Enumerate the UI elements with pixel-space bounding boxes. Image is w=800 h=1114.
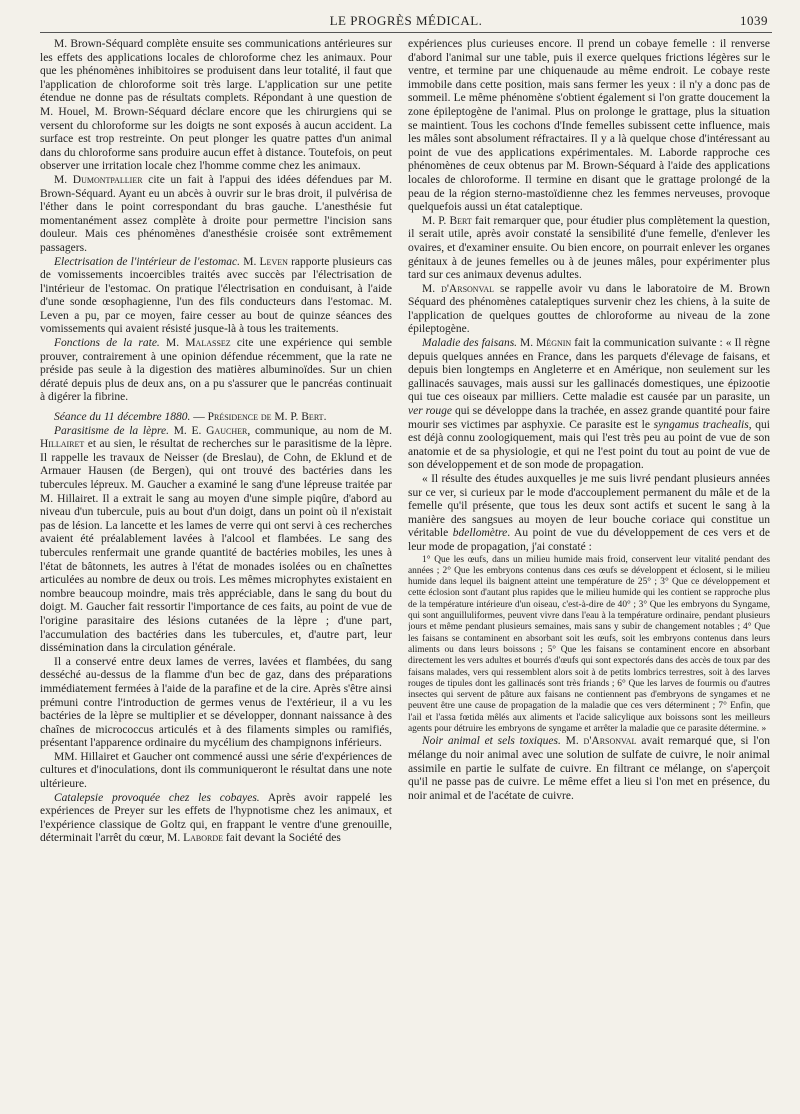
italic-term: ver rouge — [408, 405, 453, 418]
speaker-name: M. P. Bert — [422, 214, 472, 227]
paragraph — [40, 337, 392, 405]
paragraph-text: fait remarquer que, pour étudier plus complètement la question, il serait utile, après avoir constaté la sensibilité d'une femelle, d'enlever les ovaires, et d'examiner ensuite. Ou bien encore, on pourrait enlever les organes génitaux à de jeunes femelles ou à de jeunes mâles, pour expérimenter plus tard sur ces animaux devenus adultes. — [408, 214, 770, 282]
speaker-name: M. Dumontpallier — [54, 173, 143, 186]
paragraph-text: . Au point de vue du développement de ces vers et de leur mode de propagation, j'ai constaté : — [408, 527, 770, 553]
paragraph — [408, 735, 770, 803]
paragraph: M. Brown-Séquard complète ensuite ses communications antérieures sur les effets des applications locales de chloroforme chez les animaux. Pour que les phénomènes inhibitoires se produisent dans leur totalité, il faut que l'application de chloroforme soit très large. L'application sur une petite étendue ne donne pas de résultats complets. Répondant à une question de M. Houel, M. Brown-Séquard déclare encore que les chirurgiens qui se versent du chloroforme sur les doigts ne sont exposés à aucun accident. La surface est trop restreinte. On peut plonger les quatre pattes d'un animal dans du chloroforme sans produire aucun effet à distance. Toutefois, on peut observer une irritation locale chez l'homme comme chez les animaux. — [40, 38, 392, 173]
paragraph — [40, 174, 392, 256]
section-title: Fonctions de la rate. — [54, 337, 160, 350]
paragraph-text: et au sien, le résultat de recherches sur le parasitisme de la lèpre. Il rappelle les travaux de Neisser (de Breslau), de Cohn, de Eklund et de Armauer Hausen (de Bergen), qui ont trouvé des bactéries dans les tubercules lépreux. M. Gaucher a examiné le sang d'une lépreuse traitée par M. Hillairet. Il a extrait le sang au moyen d'une simple piqûre, d'abord au niveau d'un tubercule, puis au bout d'un doigt, dans un point où il n'existait pas de lésion. La lancette et les lames de verre qui ont servi à ces recherches avaient été préalablement lavées à l'alcool et flambées. Le sang des tubercules renfermait une grande quantité de bactéries mobiles, les unes à l'état de bâtonnets, les autres à l'état de monades isolées ou en chaînettes articulées au nombre de deux ou trois. Les mêmes microphytes existaient en nombre beaucoup moindre, mais très appréciable, dans le sang du bout du doigt. M. Gaucher fait ressortir l'importance de ces faits, au point de vue de l'origine parasitaire des lésions cutanées de la lèpre ; d'une part, l'accumulation des bactéries dans les tubercules, et, d'autre part, leur dissémination dans la circulation générale. — [40, 438, 392, 655]
paragraph-text: avait remarqué que, si l'on mélange du noir animal avec une solution de sulfate de cuivre, le noir animal assimile en partie le sulfate de cuivre. En filtrant ce mélange, on s'aperçoit qu'il ne passe pas de cuivre. Le même effet a lieu si l'on met en présence, du noir animal et de l'acétate de cuivre. — [408, 735, 770, 802]
paragraph-text: , qui est déjà connu zoologiquement, mais qui l'est très peu au point de vue de son anatomie et de sa physiologie, et qui ne l'est point du tout au point de vue de son développement et de son mode de propagation. — [408, 418, 770, 472]
paragraph-text: fait devant la Société des — [223, 832, 341, 845]
paragraph: expériences plus curieuses encore. Il prend un cobaye femelle : il renverse d'abord l'animal sur une table, puis il exerce quelques frictions légères sur le ventre, et termine par une chiquenaude au même endroit. Le cobaye reste immobile dans cette position, mais sans fermer les yeux : il n'y a donc pas de sommeil. Le même phénomène s'obtient également si l'on gratte doucement la zone épileptogène de l'animal. Plus on prolonge le grattage, plus la situation se maintient. Tous les cochons d'Inde femelles subissent cette influence, mais les mâles sont absolument réfractaires. Il y a là quelque chose d'intéressant au point de vue des applications expérimentales. M. Laborde rapproche ces phénomènes de ceux obtenus par M. Brown-Séquard à l'aide des applications locales de chloroforme. Il termine en disant que le grattage prolongé de la peau de la région sterno-mastoïdienne chez les femmes nerveuses, provoque quelquefois aussi un état cataleptique. — [408, 38, 770, 214]
section-title: Parasitisme de la lèpre. — [54, 424, 169, 437]
paragraph-text: cite un fait à l'appui des idées défendues par M. Brown-Séquard. Ayant eu un abcès à ouvrir sur le bras droit, il pulvérisa de l'éther dans le point correspondant du bras gauche. L'anesthésie fut momentanément assez complète à droite pour permettre l'incision sans douleur. Mais ces phénomènes d'anesthésie croisée sont extrêmement passagers. — [40, 173, 392, 254]
paragraph-text: qui se développe dans la trachée, en assez grande quantité pour faire mourir ses victimes par asphyxie. Ce parasite est le — [408, 405, 770, 431]
paragraph-text: « Il résulte des études auxquelles je me suis livré pendant plusieurs années sur ce ver, si curieux par le mode d'accouplement permanent du mâle et de la femelle qu'il présente, que tous les deux sont actifs et sucent le sang à la manière des sangsues au moyen de leur bouche coriace qui constitue un véritable — [408, 473, 770, 540]
paragraph-text: rapporte plusieurs cas de vomissements incoercibles traités avec succès par l'électrisation de l'intérieur de l'estomac. On pratique l'électrisation en conduisant, à l'aide d'une sonde œsophagienne, l'un des fils conducteurs dans l'estomac. M. Leven a pu, par ce moyen, faire cesser au bout de quinze séances des vomissements qui avaient résisté jusque-là à tous les traitements. — [40, 255, 392, 336]
findings-list: 1° Que les œufs, dans un milieu humide mais froid, conservent leur vitalité pendant des années ; 2° Que les embryons contenus dans ces œufs se développent et éclosent, si le milieu humide dans lequel ils baignent atteint une température de 25° ; 3° Que ce développement et cette éclosion sont d'autant plus rapides que le milieu humide qui les contient se rapproche plus de la température intérieure d'un oiseau, c'est-à-dire de 40° ; 3° Que les embryons du Syngame, qui sont anguilluliformes, peuvent vivre dans l'eau à la température ordinaire, pendant plusieurs jours et même pendant plusieurs semaines, mais sans y subir de changement notables ; 4° Que les faisans se contaminent en absorbant soit les œufs, soit les embryons contenus dans leurs aliments ou dans leurs boissons ; 5° Que les faisans se contaminent encore en absorbant directement les vers adultes et bourrés d'œufs qui sont expectorés dans des accès de toux par des faisans malades, vers qui ressemblent alors soit à de petits lombrics terrestres, soit à des larves rouges de tipules dont les gallinacés sont très friands ; 6° Que les larves de fourmis ou d'autres insectes qui servent de pâture aux faisans ne contiennent pas d'embryons de syngames et ne peuvent être une cause de propagation de la maladie que ces vers déterminent ; 7° Enfin, que l'ail et l'assa fœtida mêlés aux aliments et l'acide salicylique aux boissons sont les meilleurs agents pour détruire les embryons de syngame et arrêter la maladie que ce parasite détermine. » — [408, 554, 770, 735]
speaker-name: M. d'Arsonval — [422, 282, 494, 295]
journal-title: LE PROGRÈS MÉDICAL. — [329, 13, 483, 28]
paragraph-text: cite une expérience qui semble prouver, contrairement à une opinion défendue récemment, que la rate ne préside pas seule à la digestion des matières albuminoïdes. Sur un chien dératé depuis plus de deux ans, on a pu s'assurer que le pancréas continuait à digérer la fibrine. — [40, 337, 392, 404]
paragraph — [40, 792, 392, 846]
paragraph-text: se rappelle avoir vu dans le laboratoire de M. Brown Séquard des phénomènes cataleptiques survenir chez les chiens, à la suite de l'application de quelques gouttes de chloroforme au niveau de la zone épileptogène. — [408, 282, 770, 336]
paragraph — [40, 256, 392, 338]
session-date: Séance du 11 décembre 1880. — [54, 411, 191, 424]
paragraph — [40, 425, 392, 656]
paragraph — [408, 283, 770, 337]
speaker-name: M. d'Arsonval — [560, 735, 637, 748]
paragraph: MM. Hillairet et Gaucher ont commencé aussi une série d'expériences de cultures et d'inoculations, dont ils communiqueront le résultat dans une note ultérieure. — [40, 750, 392, 791]
section-title: Catalepsie provoquée chez les cobayes. — [54, 791, 260, 804]
speaker-name: M. Hillairet — [40, 424, 392, 451]
paragraph: Il a conservé entre deux lames de verres, lavées et flambées, du sang desséché au-dessus de la flamme d'un bec de gaz, dans des préparations immédiatement fermées à l'aide de la parafine et de la cire. Après s'être ainsi prémuni contre l'introduction de germes venus de l'extérieur, il a vu les bactéries de la lèpre se multiplier et se développer, donnant naissance à des chaînes de micrococcus articulés et à des filaments simples ou ramifiés, présentant l'apparence ordinaire du mycélium des champignons inférieurs. — [40, 655, 392, 750]
speaker-name: M. Leven — [240, 255, 288, 268]
paragraph — [408, 215, 770, 283]
section-title: Electrisation de l'intérieur de l'estomac. — [54, 255, 241, 268]
paragraph — [408, 337, 770, 473]
session-heading — [40, 411, 392, 425]
speaker-name: M. Mégnin — [517, 337, 572, 350]
italic-term: syngamus trachealis — [653, 418, 749, 431]
page-number: 1039 — [740, 13, 768, 28]
section-title: Maladie des faisans. — [422, 337, 518, 350]
italic-term: bdellomètre — [452, 527, 508, 540]
paragraph-text: , communique, au nom de — [247, 424, 379, 437]
right-column — [408, 38, 770, 1106]
running-header — [40, 6, 772, 33]
left-column — [40, 38, 392, 1106]
paragraph-text: Après avoir rappelé les expériences de Preyer sur les effets de l'hypnotisme chez les animaux, et l'expérience classique de Goltz qui, en frappant le ventre d'une grenouille, déterminait l'arrêt du cœur, — [40, 791, 392, 845]
speaker-name: M. Malassez — [159, 337, 231, 350]
speaker-name: M. E. Gaucher — [168, 424, 248, 437]
session-presidency: — Présidence de M. P. Bert. — [190, 411, 327, 424]
speaker-name: M. Laborde — [167, 832, 223, 845]
paragraph — [408, 473, 770, 555]
section-title: Noir animal et sels toxiques. — [422, 735, 561, 748]
paragraph-text: fait la communication suivante : « Il règne depuis quelques années en France, dans les parquets d'élevage de faisans, et depuis bien longtemps en Angleterre et en Amérique, non seulement sur les gallinacés sauvages, mais aussi sur les gallinacés domestiques, une épizootie qui tue ces oiseaux par milliers. Cette maladie est causée par un parasite, un — [408, 337, 770, 404]
